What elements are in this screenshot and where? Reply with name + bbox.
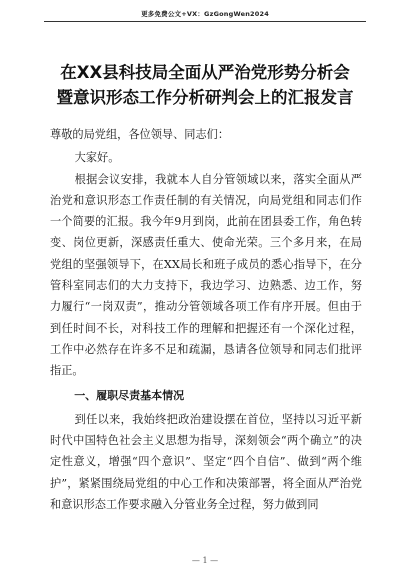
page-number: — 1 — <box>191 556 219 565</box>
paragraph: 根据会议安排，我就本人自分管领域以来，落实全面从严治党和意识形态工作责任制的有关情况，向局党组和同志们作一个简要的汇报。我今年9月到岗，此前在团县委工作，角色转变、岗位更新，深感责任重大、使命光荣。三个多月来，在局党组的坚强领导下，在XX局长和班子成员的悉心指导下，在分管科室同志们的大力支持下，我边学习、边熟悉、边工作，努力履行“一岗双责”，推动分管领域各项工作有序开展。但由于到任时间不长，对科技工作的理解和把握还有一个深化过程，工作中必然存在许多不足和疏漏，恳请各位领导和同志们批评指正。 <box>50 172 362 378</box>
document-title <box>34 60 376 110</box>
header-divider <box>44 21 366 22</box>
section-heading: 一、履职尽责基本情况 <box>74 388 185 402</box>
document-body <box>50 124 362 515</box>
paragraph: 到任以来，我始终把政治建设摆在首位，坚持以习近平新时代中国特色社会主义思想为指导，深刻领会“两个确立”的决定性意义，增强“四个意识”、坚定“四个自信”、做到“两个维护”，紧紧围绕局党组的中心工作和决策部署，将全面从严治党和意识形态工作要求融入分管业务全过程，努力做到同 <box>50 412 362 512</box>
title-line-1: 在XX县科技局全面从严治党形势分析会 <box>60 63 350 82</box>
greeting: 大家好。 <box>74 151 120 165</box>
title-line-2: 暨意识形态工作分析研判会上的汇报发言 <box>56 88 354 107</box>
header-note: 更多免费公文+VX：GzGongWen2024 <box>141 10 269 18</box>
salutation: 尊敬的局党组，各位领导、同志们： <box>50 128 230 141</box>
